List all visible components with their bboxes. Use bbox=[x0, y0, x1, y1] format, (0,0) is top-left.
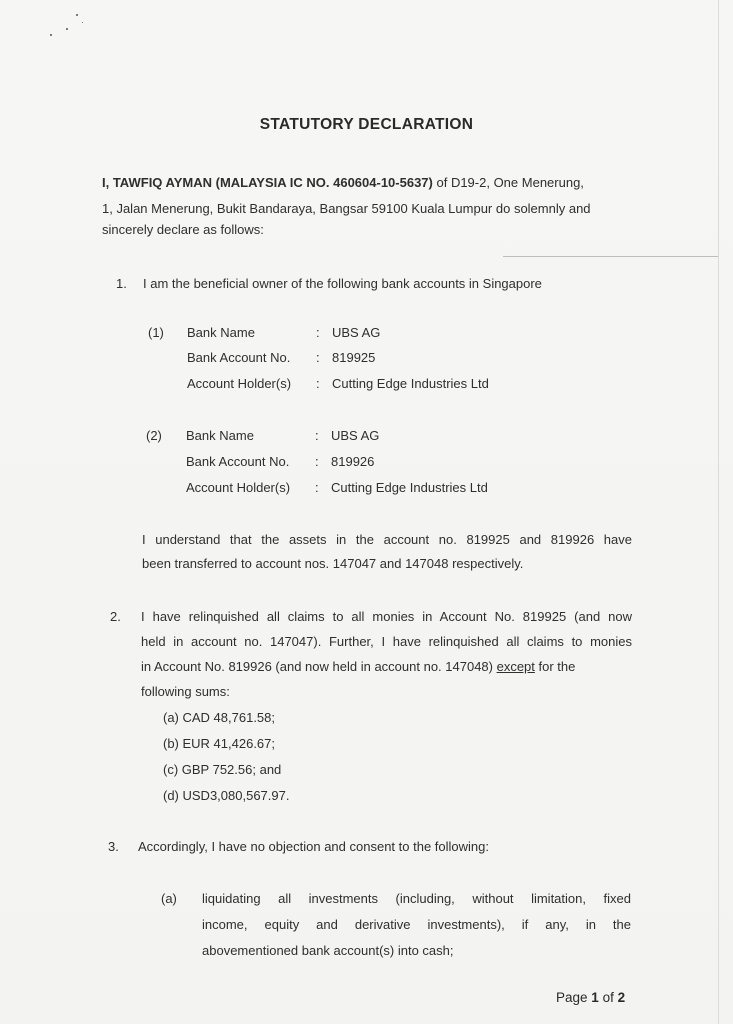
scan-speck bbox=[66, 28, 68, 30]
account-2-index: (2) bbox=[146, 428, 162, 443]
account-1-sep: : bbox=[316, 376, 320, 391]
page-current: 1 bbox=[591, 990, 599, 1005]
item-2-line-1: I have relinquished all claims to all monies in Account No. 819925 (and now bbox=[141, 609, 632, 624]
page-edge bbox=[718, 0, 719, 1024]
account-2-label-holder: Account Holder(s) bbox=[186, 480, 291, 495]
item-1-number: 1. bbox=[116, 276, 127, 291]
divider-rule bbox=[503, 256, 718, 257]
sum-gbp: (c) GBP 752.56; and bbox=[163, 762, 282, 777]
understand-line-1: I understand that the assets in the account no. 819925 and 819926 have bbox=[142, 532, 632, 547]
item-1-text: I am the beneficial owner of the following bank accounts in Singapore bbox=[143, 276, 542, 291]
account-2-bank-name: UBS AG bbox=[331, 428, 380, 443]
account-1-sep: : bbox=[316, 325, 320, 340]
account-1-account-no: 819925 bbox=[332, 350, 376, 365]
declarant-address-start: of D19-2, One Menerung, bbox=[432, 175, 584, 190]
item-2-line-3-pre: in Account No. 819926 (and now held in account no. 147048) bbox=[141, 659, 497, 674]
sum-cad: (a) CAD 48,761.58; bbox=[163, 710, 276, 725]
intro-line-1 bbox=[102, 175, 584, 190]
account-1-holder: Cutting Edge Industries Ltd bbox=[332, 376, 489, 391]
account-2-sep: : bbox=[315, 480, 319, 495]
account-2-label-bank-name: Bank Name bbox=[186, 428, 254, 443]
item-2-line-3-post: for the bbox=[534, 659, 576, 674]
document-title: STATUTORY DECLARATION bbox=[259, 116, 474, 133]
intro-line-2: 1, Jalan Menerung, Bukit Bandaraya, Bangsar 59100 Kuala Lumpur do solemnly and bbox=[102, 201, 591, 216]
scan-speck bbox=[76, 14, 78, 16]
item-3-text: Accordingly, I have no objection and consent to the following: bbox=[138, 839, 489, 854]
item-2-line-2: held in account no. 147047). Further, I have relinquished all claims to monies bbox=[141, 634, 632, 649]
account-2-holder: Cutting Edge Industries Ltd bbox=[331, 480, 488, 495]
scan-speck bbox=[82, 22, 83, 23]
intro-line-3: sincerely declare as follows: bbox=[102, 222, 264, 237]
account-2-sep: : bbox=[315, 428, 319, 443]
account-2-label-account-no: Bank Account No. bbox=[186, 454, 290, 469]
page-word: Page bbox=[556, 990, 588, 1005]
item-3-sub-line-3: abovementioned bank account(s) into cash; bbox=[202, 943, 454, 958]
declarant-identity: I, TAWFIQ AYMAN (MALAYSIA IC NO. 460604-10-5637) bbox=[102, 175, 433, 190]
item-2-number: 2. bbox=[110, 609, 121, 624]
item-2-line-3 bbox=[141, 659, 575, 674]
item-3-sub-line-2: income, equity and derivative investments), if any, in the bbox=[202, 917, 631, 932]
item-3-sub-line-1: liquidating all investments (including, without limitation, fixed bbox=[202, 891, 631, 906]
account-1-sep: : bbox=[316, 350, 320, 365]
page-total: 2 bbox=[617, 990, 626, 1005]
page-of-word: of bbox=[602, 990, 614, 1005]
account-2-sep: : bbox=[315, 454, 319, 469]
item-2-line-4: following sums: bbox=[141, 684, 230, 699]
account-1-bank-name: UBS AG bbox=[332, 325, 381, 340]
scan-speck bbox=[50, 34, 52, 36]
understand-line-2: been transferred to account nos. 147047 and 147048 respectively. bbox=[142, 556, 524, 571]
item-3-sub-index: (a) bbox=[161, 891, 177, 906]
account-1-index: (1) bbox=[148, 325, 164, 340]
account-2-account-no: 819926 bbox=[331, 454, 375, 469]
sum-usd: (d) USD3,080,567.97. bbox=[163, 788, 290, 803]
account-1-label-holder: Account Holder(s) bbox=[187, 376, 292, 391]
account-1-label-bank-name: Bank Name bbox=[187, 325, 255, 340]
sum-eur: (b) EUR 41,426.67; bbox=[163, 736, 276, 751]
except-underlined: except bbox=[496, 659, 535, 674]
item-3-number: 3. bbox=[108, 839, 119, 854]
page-number bbox=[556, 990, 625, 1005]
account-1-label-account-no: Bank Account No. bbox=[187, 350, 291, 365]
